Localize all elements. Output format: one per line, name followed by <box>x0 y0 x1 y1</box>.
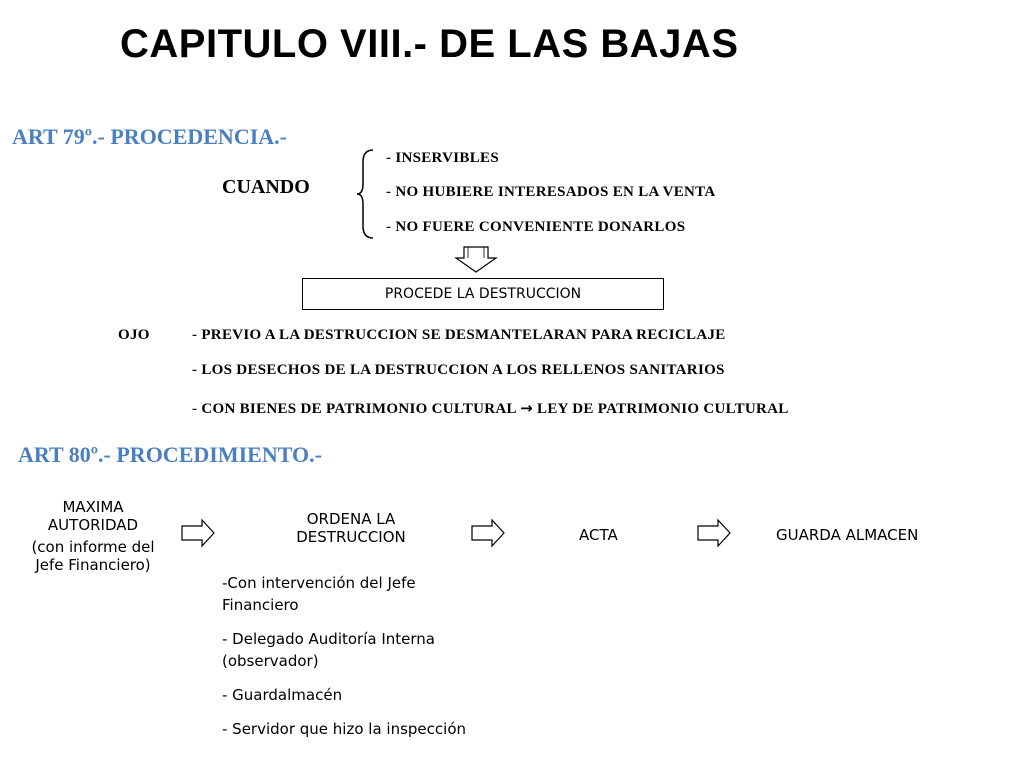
condition-item: - NO FUERE CONVENIENTE DONARLOS <box>386 219 686 235</box>
list-item: - Servidor que hizo la inspección <box>222 720 467 738</box>
note-text: LEY DE PATRIMONIO CULTURAL <box>537 401 789 417</box>
list-item: -Con intervención del Jefe <box>222 574 416 592</box>
note-item: - PREVIO A LA DESTRUCCION SE DESMANTELARAN PARA RECICLAJE <box>192 327 726 343</box>
note-item: - LOS DESECHOS DE LA DESTRUCCION A LOS RELLENOS SANITARIOS <box>192 362 725 378</box>
procede-destruccion-box: PROCEDE LA DESTRUCCION <box>302 278 664 310</box>
list-item: (observador) <box>222 652 319 670</box>
step-label-line: MAXIMA <box>62 498 124 516</box>
condition-item: - INSERVIBLES <box>386 150 499 166</box>
right-arrow-icon <box>696 518 732 548</box>
down-arrow-icon <box>454 246 498 274</box>
curly-brace-icon <box>355 148 377 240</box>
right-arrow-icon <box>180 518 216 548</box>
condition-item: - NO HUBIERE INTERESADOS EN LA VENTA <box>386 184 716 200</box>
step-maxima-autoridad <box>10 498 176 574</box>
step-acta: ACTA <box>579 526 618 544</box>
right-arrow-icon <box>470 518 506 548</box>
page-title: CAPITULO VIII.- DE LAS BAJAS <box>120 22 739 66</box>
step2-participants <box>222 572 466 740</box>
step-note-line: Jefe Financiero) <box>35 556 151 574</box>
step-guarda-almacen: GUARDA ALMACEN <box>776 526 919 544</box>
cuando-label: CUANDO <box>222 176 310 198</box>
step-label-line: ORDENA LA <box>306 510 396 528</box>
list-item: - Guardalmacén <box>222 686 343 704</box>
step-note-line: (con informe del <box>31 538 155 556</box>
note-item <box>192 399 789 418</box>
art79-heading: ART 79º.- PROCEDENCIA.- <box>12 124 287 149</box>
art80-heading: ART 80º.- PROCEDIMIENTO.- <box>18 442 322 467</box>
list-item: - Delegado Auditoría Interna <box>222 630 435 648</box>
step-ordena-destruccion <box>262 510 440 546</box>
right-arrow-icon: → <box>520 399 533 417</box>
list-item: Financiero <box>222 596 299 614</box>
step-label-line: DESTRUCCION <box>296 528 406 546</box>
note-text: - CON BIENES DE PATRIMONIO CULTURAL <box>192 401 517 417</box>
ojo-label: OJO <box>118 327 150 343</box>
step-label-line: AUTORIDAD <box>47 516 139 534</box>
